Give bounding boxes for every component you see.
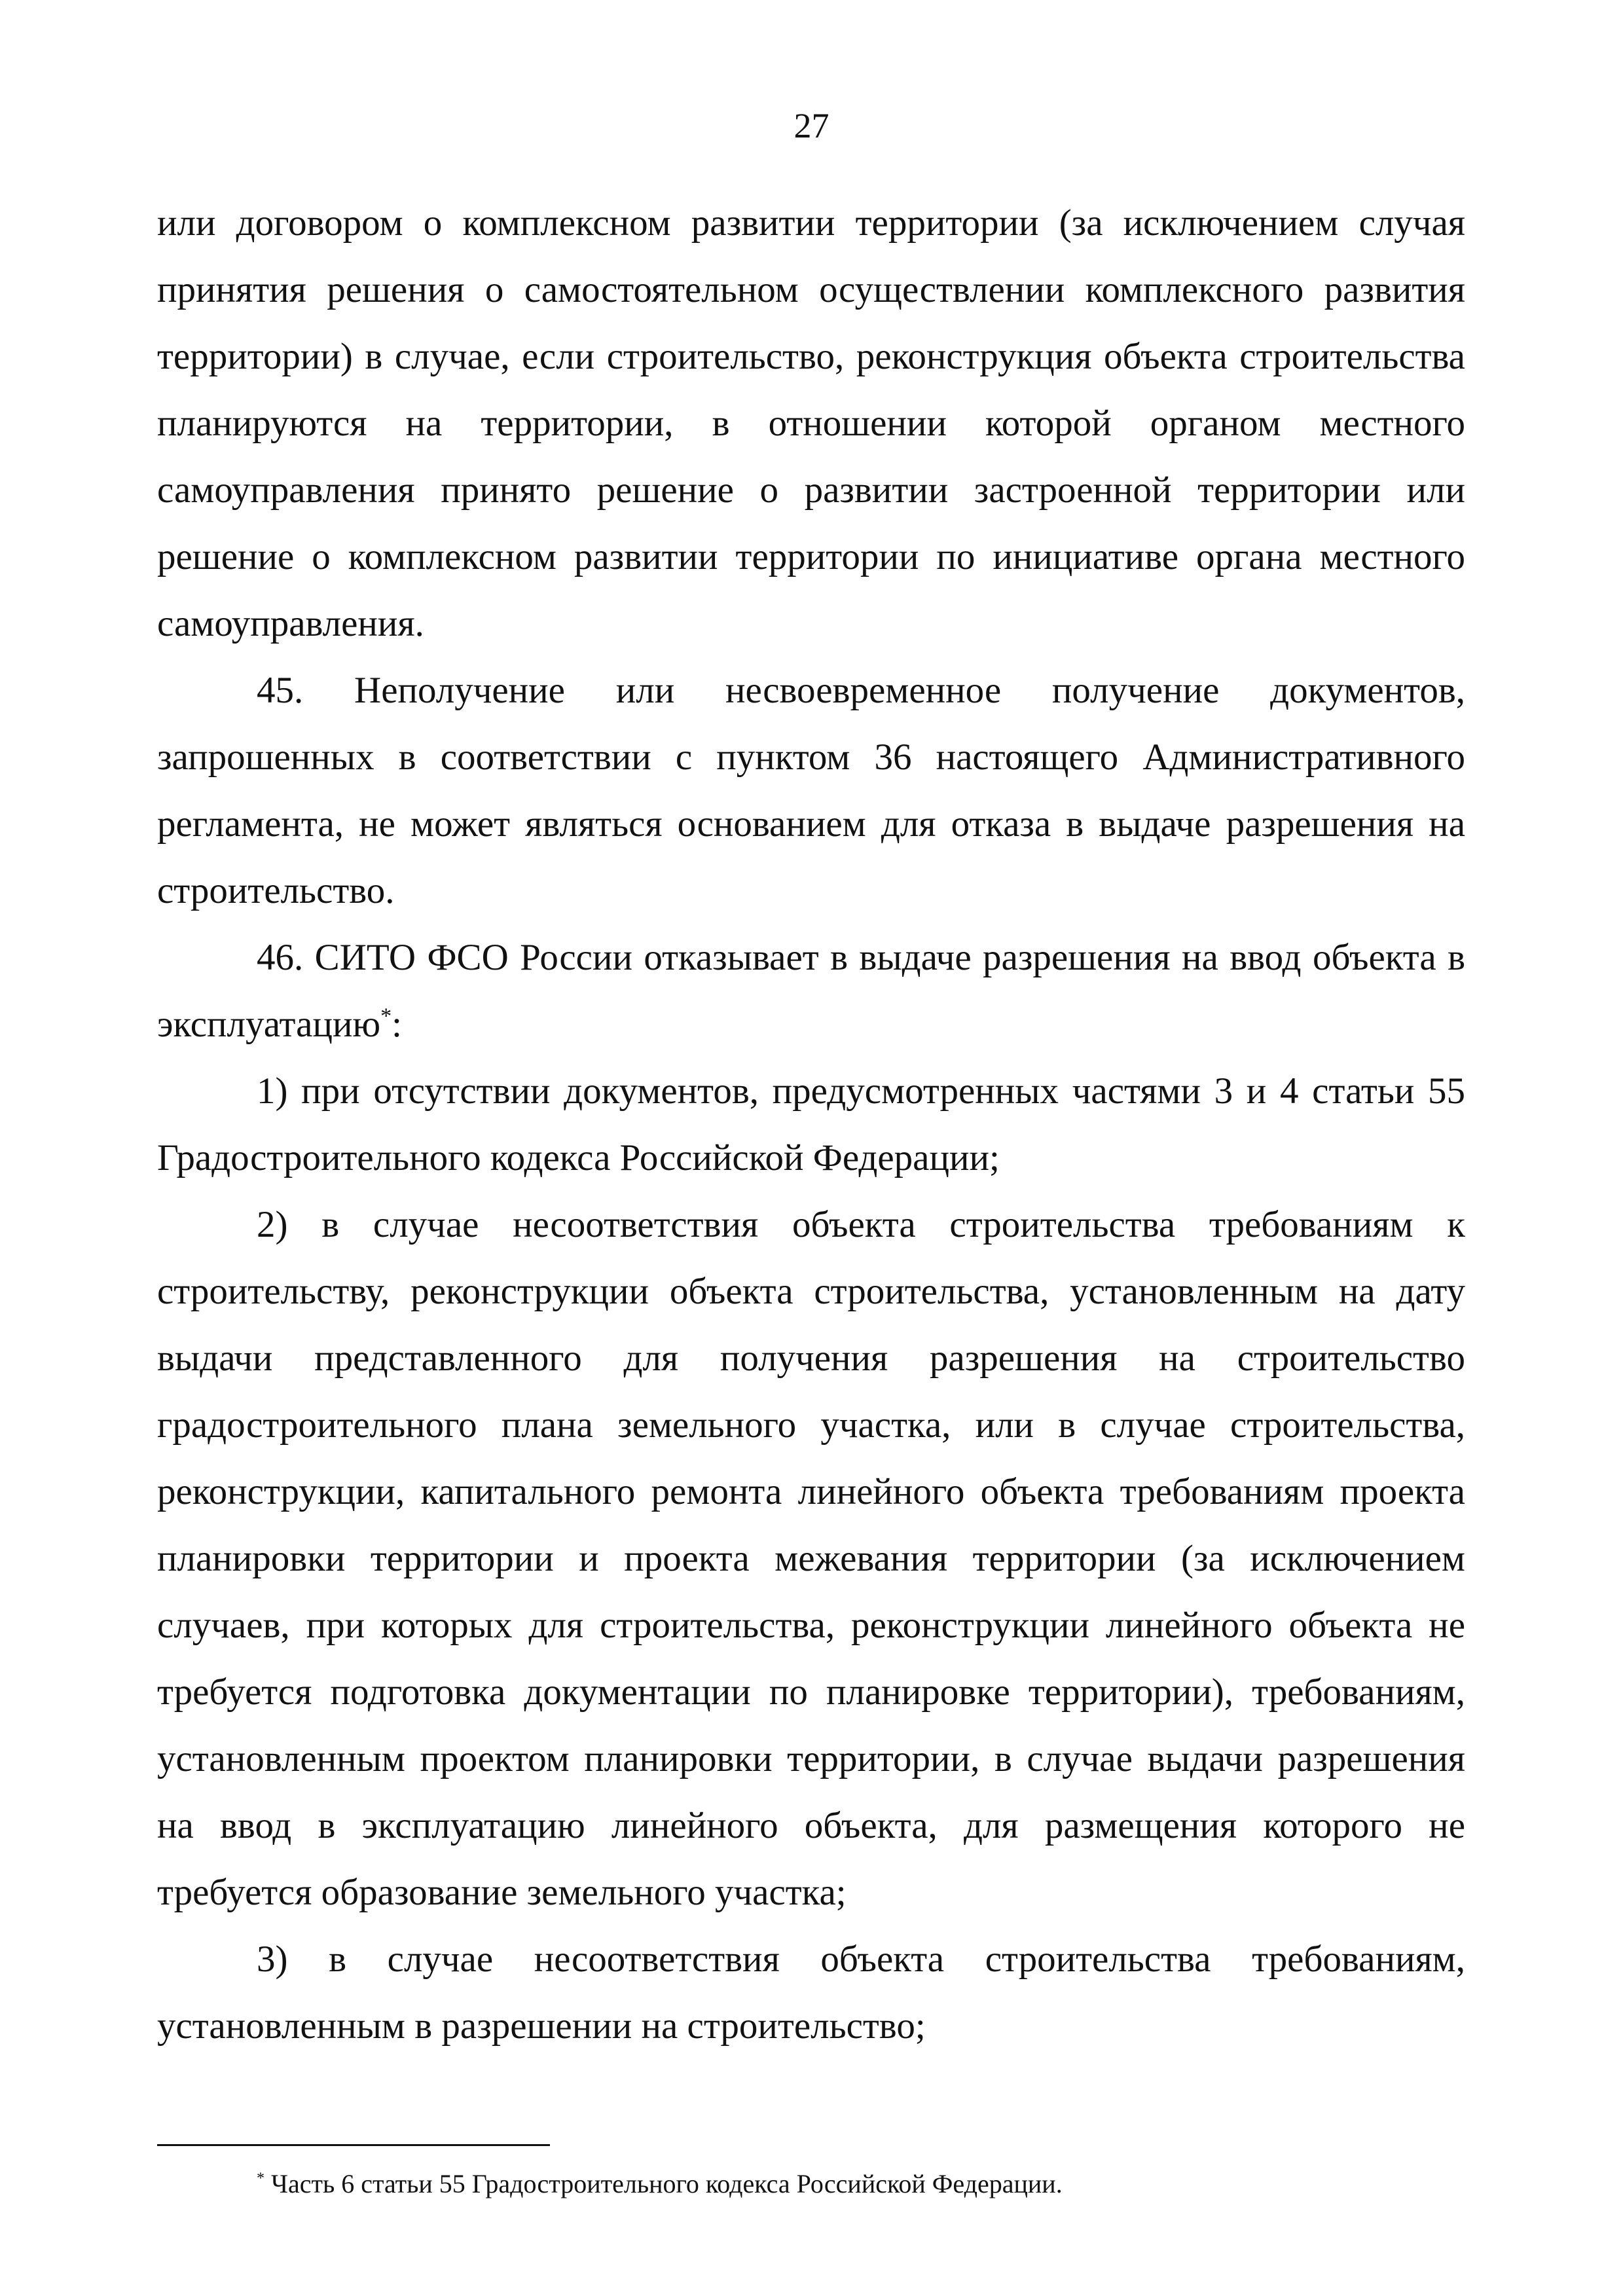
footnote	[157, 2167, 1465, 2201]
list-item-3: 3) в случае несоответствия объекта строительства требованиям, установленным в разрешении на строительство;	[157, 1939, 1465, 2047]
footnote-text: Часть 6 статьи 55 Градостроительного кодекса Российской Федерации.	[271, 2169, 1063, 2198]
paragraph-46-colon: :	[392, 1004, 402, 1045]
footnote-divider	[157, 2144, 550, 2146]
document-body	[157, 190, 1465, 2060]
paragraph-continuation: или договором о комплексном развитии территории (за исключением случая принятия решения о самостоятельном осуществлении комплексного развития территории) в случае, если строительство, реконструкция объекта строительства планируются на территории, в отношении которой органом местного самоуправления принято решение о развитии застроенной территории или решение о комплексном развитии территории по инициативе органа местного самоуправления.	[157, 202, 1465, 644]
list-item-2: 2) в случае несоответствия объекта строительства требованиям к строительству, реконструкции объекта строительства, установленным на дату выдачи представленного для получения разрешения на строительство градостроительного плана земельного участка, или в случае строительства, реконструкции, капитального ремонта линейного объекта требованиям проекта планировки территории и проекта межевания территории (за исключением случаев, при которых для строительства, реконструкции линейного объекта не требуется подготовка документации по планировке территории), требованиям, установленным проектом планировки территории, в случае выдачи разрешения на ввод в эксплуатацию линейного объекта, для размещения которого не требуется образование земельного участка;	[157, 1204, 1465, 1913]
footnote-marker: *	[257, 2170, 264, 2187]
paragraph-46-text: 46. СИТО ФСО России отказывает в выдаче разрешения на ввод объекта в эксплуатацию	[157, 937, 1465, 1045]
paragraph-45: 45. Неполучение или несвоевременное получение документов, запрошенных в соответствии с пунктом 36 настоящего Административного регламента, не может являться основанием для отказа в выдаче разрешения на строительство.	[157, 670, 1465, 911]
paragraph-46	[157, 924, 1465, 1058]
page-number: 27	[793, 106, 830, 145]
footnote-reference: *	[380, 1004, 392, 1029]
list-item-1: 1) при отсутствии документов, предусмотренных частями 3 и 4 статьи 55 Градостроительного кодекса Российской Федерации;	[157, 1070, 1465, 1178]
